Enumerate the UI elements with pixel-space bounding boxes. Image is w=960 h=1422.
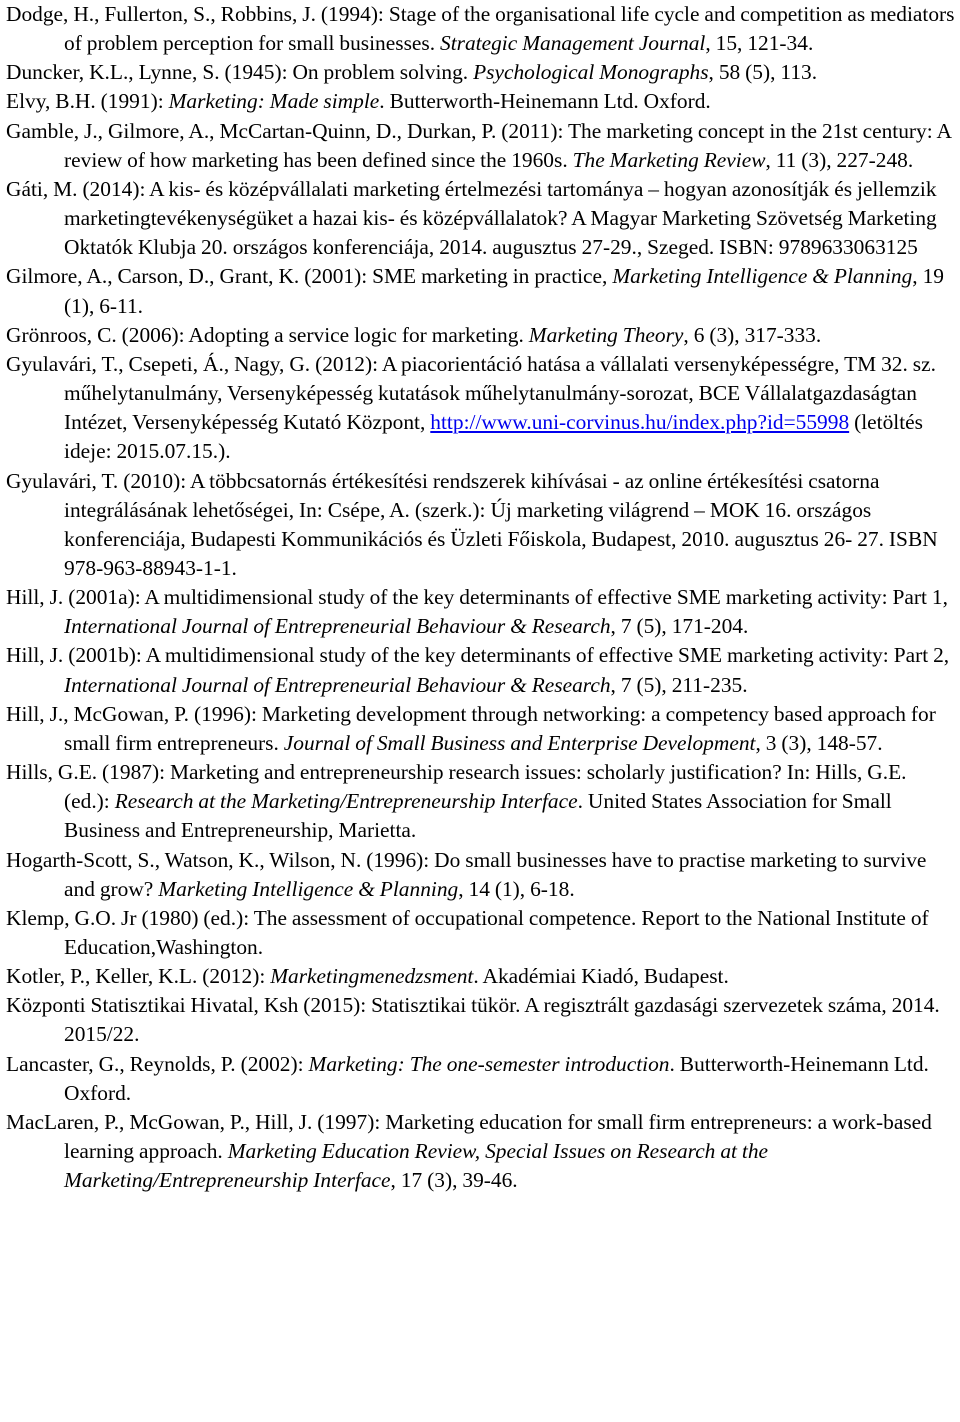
reference-url-link[interactable]: http://www.uni-corvinus.hu/index.php?id=55998 (430, 410, 850, 435)
reference-entry (6, 758, 956, 845)
reference-entry (6, 175, 956, 262)
reference-text: , 19 (1), 6-11. (64, 264, 944, 318)
reference-entry (6, 87, 956, 116)
reference-source-title: Marketing Intelligence & Planning (612, 264, 913, 289)
reference-entry (6, 962, 956, 991)
reference-text: , 7 (5), 171-204. (610, 614, 749, 639)
reference-text: , 14 (1), 6-18. (458, 876, 575, 901)
reference-source-title: Strategic Management Journal (440, 31, 706, 56)
reference-text: . United States Association for Small Business and Entrepreneurship, Marietta. (64, 789, 892, 843)
reference-text: Gamble, J., Gilmore, A., McCartan-Quinn, D., Durkan, P. (2011): The marketing concept in the 21st century: A review of how marketing has been defined since the 1960s. (6, 118, 951, 172)
reference-source-title: Marketingmenedzsment (270, 964, 474, 989)
reference-entry (6, 700, 956, 758)
reference-entry (6, 1108, 956, 1195)
reference-source-title: Marketing Education Review, Special Issues on Research at the Marketing/Entrepreneurship Interface (64, 1139, 769, 1193)
reference-entry (6, 846, 956, 904)
reference-source-title: Journal of Small Business and Enterprise Development (283, 730, 756, 755)
reference-entry (6, 641, 956, 699)
reference-text: , 11 (3), 227-248. (765, 147, 914, 172)
reference-text: Hogarth-Scott, S., Watson, K., Wilson, N. (1996): Do small businesses have to practise marketing to survive and grow? (6, 847, 927, 901)
reference-entry (6, 1050, 956, 1108)
reference-entry (6, 991, 956, 1049)
reference-text: Hills, G.E. (1987): Marketing and entrepreneurship research issues: scholarly justification? In: Hills, G.E. (ed.): (6, 760, 907, 814)
reference-entry (6, 467, 956, 584)
reference-text: Grönroos, C. (2006): Adopting a service logic for marketing. (6, 322, 529, 347)
reference-entry (6, 58, 956, 87)
reference-entry (6, 0, 956, 58)
reference-text: Klemp, G.O. Jr (1980) (ed.): The assessment of occupational competence. Report to the National Institute of Education,Washington. (6, 905, 929, 959)
reference-entry (6, 262, 956, 320)
reference-text: Elvy, B.H. (1991): (6, 89, 169, 114)
reference-text: . Akadémiai Kiadó, Budapest. (473, 964, 729, 989)
reference-source-title: The Marketing Review (572, 147, 766, 172)
reference-entry (6, 321, 956, 350)
reference-text: Gyulavári, T. (2010): A többcsatornás értékesítési rendszerek kihívásai - az online értékesítési csatorna integrálásának lehetőségei, In: Csépe, A. (szerk.): Új marketing világrend – MOK 16. országos konferenciája, Budapesti Kommunikációs és Üzleti Főiskola, Budapest, 2010. augusztus 26- 27. ISBN 978-963-88943-1-1. (6, 468, 938, 580)
reference-entry (6, 117, 956, 175)
reference-text: , 7 (5), 211-235. (610, 672, 748, 697)
reference-source-title: Marketing Theory (528, 322, 684, 347)
reference-text: , 58 (5), 113. (708, 60, 818, 85)
reference-text: , 15, 121-34. (705, 31, 814, 56)
reference-entry (6, 904, 956, 962)
reference-text: Lancaster, G., Reynolds, P. (2002): (6, 1051, 309, 1076)
reference-source-title: International Journal of Entrepreneurial Behaviour & Research (64, 614, 611, 639)
reference-source-title: Marketing: The one-semester introduction (308, 1051, 670, 1076)
reference-source-title: Psychological Monographs (473, 60, 709, 85)
reference-list (6, 0, 956, 1195)
reference-text: Gilmore, A., Carson, D., Grant, K. (2001): SME marketing in practice, (6, 264, 613, 289)
reference-text: MacLaren, P., McGowan, P., Hill, J. (1997): Marketing education for small firm entrepreneurs: a work-based learning approach. (6, 1109, 932, 1164)
reference-text: . Butterworth-Heinemann Ltd. Oxford. (64, 1051, 929, 1105)
reference-source-title: International Journal of Entrepreneurial Behaviour & Research (64, 672, 611, 697)
reference-text: Gáti, M. (2014): A kis- és középvállalati marketing értelmezési tartománya – hogyan azonosítják és jellemzik marketingtevékenységüket a hazai kis- és középvállalatok? A Magyar Marketing Szövetség Marketing Oktatók Klubja 20. országos konferenciája, 2014. augusztus 27-29., Szeged. ISBN: 9789633063125 (6, 176, 937, 260)
reference-entry (6, 583, 956, 641)
reference-text: Központi Statisztikai Hivatal, Ksh (2015): Statisztikai tükör. A regisztrált gazdasági szervezetek száma, 2014. 2015/22. (6, 993, 940, 1047)
reference-text: , 6 (3), 317-333. (683, 322, 822, 347)
reference-text: . Butterworth-Heinemann Ltd. Oxford. (379, 89, 711, 114)
reference-text: Duncker, K.L., Lynne, S. (1945): On problem solving. (6, 60, 474, 85)
reference-text: (letöltés ideje: 2015.07.15.). (64, 410, 923, 464)
reference-source-title: Marketing Intelligence & Planning (158, 876, 459, 901)
reference-text: Hill, J. (2001a): A multidimensional study of the key determinants of effective SME marketing activity: Part 1, (6, 585, 948, 610)
reference-text: , 3 (3), 148-57. (755, 730, 883, 755)
reference-text: , 17 (3), 39-46. (390, 1168, 518, 1193)
reference-text: Hill, J., McGowan, P. (1996): Marketing development through networking: a competency based approach for small firm entrepreneurs. (6, 701, 936, 755)
reference-source-title: Research at the Marketing/Entrepreneurship Interface (114, 789, 578, 814)
reference-entry (6, 350, 956, 467)
reference-text: Hill, J. (2001b): A multidimensional study of the key determinants of effective SME marketing activity: Part 2, (6, 643, 950, 668)
reference-text: Gyulavári, T., Csepeti, Á., Nagy, G. (2012): A piacorientáció hatása a vállalati versenyképességre, TM 32. sz. műhelytanulmány, Versenyképesség kutatások műhelytanulmány-sorozat, BCE Vállalatgazdaságtan Intézet, Versenyképesség Kutató Központ, (6, 351, 936, 435)
reference-source-title: Marketing: Made simple (168, 89, 380, 114)
reference-text: Kotler, P., Keller, K.L. (2012): (6, 964, 271, 989)
reference-text: Dodge, H., Fullerton, S., Robbins, J. (1994): Stage of the organisational life cycle and competition as mediators of problem perception for small businesses. (6, 2, 955, 56)
